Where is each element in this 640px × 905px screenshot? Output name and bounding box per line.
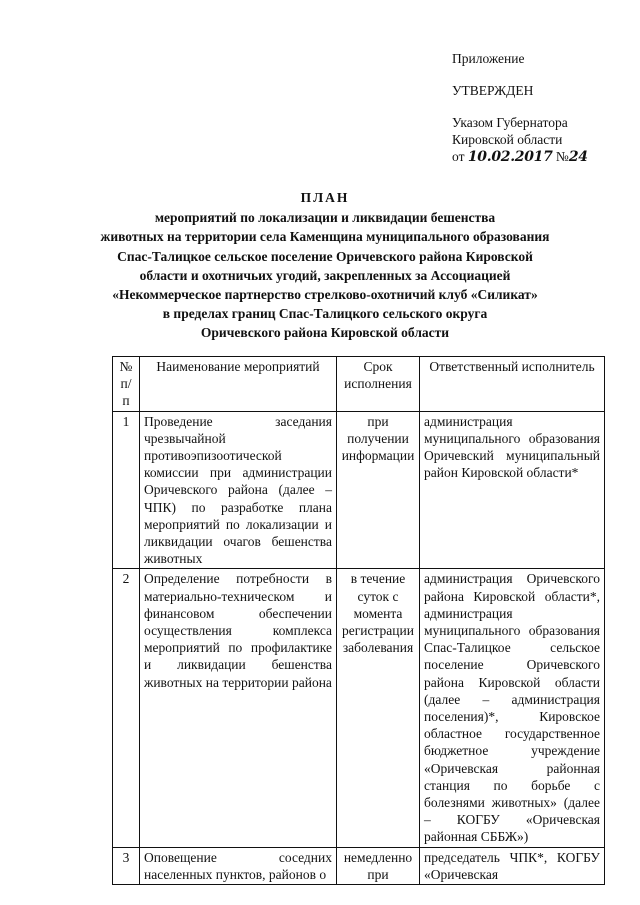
header-num: № п/п: [113, 357, 140, 412]
title-line: «Некоммерческое партнерство стрелково-охотничий клуб «Силикат»: [112, 287, 538, 303]
table-row: [113, 411, 605, 569]
title-line: в пределах границ Спас-Талицкого сельского округа: [162, 306, 488, 322]
handwritten-number: 24: [568, 149, 588, 165]
plan-heading: ПЛАН: [300, 190, 350, 205]
plan-table: [112, 356, 605, 885]
appendix-label: Приложение: [452, 51, 525, 66]
header-term: Срок исполнения: [337, 357, 420, 412]
decree-date-line: [452, 148, 622, 166]
row-term: немедленно при: [337, 847, 420, 884]
approved-stamp: УТВЕРЖДЕН: [452, 83, 534, 98]
decree-line-2: Кировской области: [452, 132, 563, 147]
row-name: Определение потребности в материально-техническом и финансовом обеспечении осуществления комплекса мероприятий по профилактике и ликвидации бешенства животных на территории района: [140, 569, 337, 847]
title-line: мероприятий по локализации и ликвидации бешенства: [154, 210, 496, 226]
approval-block: [452, 50, 622, 166]
row-name: Оповещение соседних населенных пунктов, районов о: [140, 847, 337, 884]
table-row: [113, 847, 605, 884]
header-responsible: Ответственный исполнитель: [420, 357, 605, 412]
handwritten-date: 10.02.2017: [467, 149, 553, 165]
table-row: [113, 569, 605, 847]
row-num: 3: [113, 847, 140, 884]
row-name: Проведение заседания чрезвычайной противоэпизоотической комиссии при администрации Оричевского района (далее – ЧПК) по разработке плана мероприятий по локализации и ликвидации очагов бешенства животных: [140, 411, 337, 569]
row-num: 2: [113, 569, 140, 847]
title-line: области и охотничьих угодий, закрепленных за Ассоциацией: [139, 267, 511, 283]
decree-line-1: Указом Губернатора: [452, 115, 568, 130]
row-term: при получении информации: [337, 411, 420, 569]
row-num: 1: [113, 411, 140, 569]
table-header-row: [113, 357, 605, 412]
row-responsible: председатель ЧПК*, КОГБУ «Оричевская: [420, 847, 605, 884]
document-title: [60, 188, 590, 343]
header-name: Наименование мероприятий: [140, 357, 337, 412]
row-term: в течение суток с момента регистрации заболевания: [337, 569, 420, 847]
row-responsible: администрация муниципального образования Оричевский муниципальный район Кировской области*: [420, 411, 605, 569]
number-label: №: [555, 149, 569, 164]
row-responsible: администрация Оричевского района Кировской области*, администрация муниципального образования Спас-Талицкое сельское поселение Оричевского района Кировской области (далее – администрация поселения)*, Кировское областное государственное бюджетное учреждение «Оричевская районная станция по борьбе с болезнями животных» (далее – КОГБУ «Оричевская районная СББЖ»): [420, 569, 605, 847]
title-line: животных на территории села Каменщина муниципального образования: [100, 229, 550, 245]
title-line: Оричевского района Кировской области: [200, 325, 450, 341]
title-line: Спас-Талицкое сельское поселение Оричевского района Кировской: [117, 248, 533, 264]
from-label: от: [452, 149, 465, 164]
